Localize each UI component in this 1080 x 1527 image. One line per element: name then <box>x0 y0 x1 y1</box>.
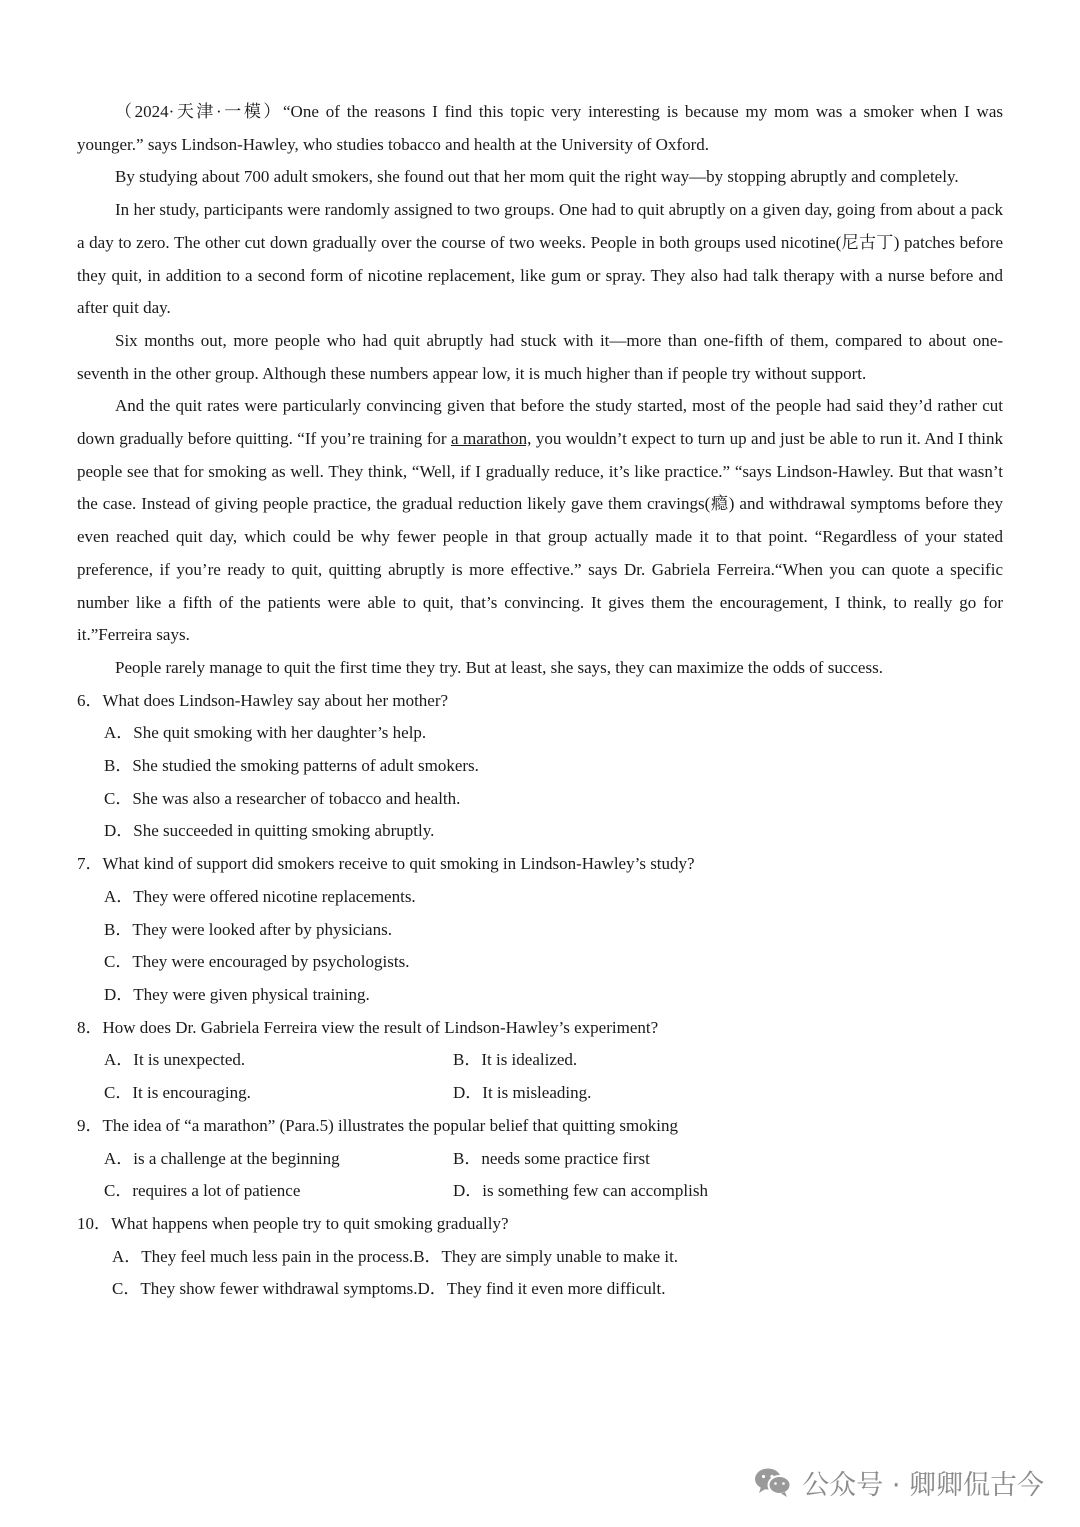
option-b: B．needs some practice first <box>453 1148 650 1168</box>
option-a: A．They were offered nicotine replacements. <box>104 886 416 906</box>
option-a: A．It is unexpected. <box>104 1050 246 1070</box>
question-10 <box>77 1208 1003 1306</box>
question-stem: 6．What does Lindson-Hawley say about her mother? <box>77 690 449 710</box>
option-c: C．It is encouraging. <box>104 1083 251 1103</box>
option-row <box>77 1241 1003 1274</box>
option-b: B．They are simply unable to make it. <box>413 1246 679 1266</box>
option-d: D．They were given physical training. <box>104 984 370 1004</box>
option-c: C．requires a lot of patience <box>104 1181 301 1201</box>
option-a: A．She quit smoking with her daughter’s help. <box>104 723 427 743</box>
option-row <box>77 1175 1003 1208</box>
option-b: B．They were looked after by physicians. <box>104 919 392 939</box>
option-b: B．It is idealized. <box>453 1050 578 1070</box>
option-c: C．They were encouraged by psychologists. <box>104 952 410 972</box>
option-d: D．It is misleading. <box>453 1083 592 1103</box>
option-row <box>77 1077 1003 1110</box>
passage-paragraph-2: By studying about 700 adult smokers, she found out that her mom quit the right way—by stopping abruptly and completely. <box>115 167 959 187</box>
passage-paragraph-6: People rarely manage to quit the first time they try. But at least, she says, they can maximize the odds of success. <box>115 657 883 677</box>
option-d: D．They find it even more difficult. <box>417 1279 666 1299</box>
option-a: A．They feel much less pain in the process. <box>112 1246 414 1266</box>
question-9 <box>77 1110 1003 1208</box>
passage-paragraph-4: Six months out, more people who had quit abruptly had stuck with it—more than one-fifth of them, compared to about one-seventh in the other group. Although these numbers appear low, it is much higher than if people try without support. <box>77 330 1003 383</box>
question-stem: 10．What happens when people try to quit smoking gradually? <box>77 1213 509 1233</box>
option-c: C．She was also a researcher of tobacco and health. <box>104 788 461 808</box>
passage-paragraph-5: And the quit rates were particularly convincing given that before the study started, most of the people had said they’d rather cut down gradually before quitting. “If you’re training for a marathon, you wouldn’t expect to turn up and just be able to run it. And I think people see that for smoking as well. They think, “Well, if I gradually reduce, it’s like practice.” “says Lindson-Hawley. But that wasn’t the case. Instead of giving people practice, the gradual reduction likely gave them cravings(瘾) and withdrawal symptoms before they even reached quit day, which could be why fewer people in that group actually made it to that point. “Regardless of your stated preference, if you’re ready to quit, quitting abruptly is more effective.” says Dr. Gabriela Ferreira.“When you can quote a specific number like a fifth of the patients were able to quit, that’s convincing. It gives them the encouragement, I think, to really go for it.”Ferreira says. <box>77 396 1003 645</box>
option-row <box>77 1044 1003 1077</box>
option-d: D．She succeeded in quitting smoking abruptly. <box>104 821 435 841</box>
option-row <box>77 1143 1003 1176</box>
option-d: D．is something few can accomplish <box>453 1181 708 1201</box>
option-c: C．They show fewer withdrawal symptoms. <box>112 1279 418 1299</box>
question-7 <box>77 848 1003 1012</box>
question-stem: 8．How does Dr. Gabriela Ferreira view the result of Lindson-Hawley’s experiment? <box>77 1017 659 1037</box>
option-row <box>77 1273 1003 1306</box>
watermark <box>754 1462 1044 1502</box>
exam-page <box>77 96 1003 1306</box>
question-6 <box>77 685 1003 849</box>
reading-passage <box>77 96 1003 685</box>
question-stem: 7．What kind of support did smokers receive to quit smoking in Lindson-Hawley’s study? <box>77 854 695 874</box>
question-8 <box>77 1012 1003 1110</box>
option-b: B．She studied the smoking patterns of adult smokers. <box>104 756 479 776</box>
source-tag: （2024·天津·一模） <box>115 102 284 121</box>
option-a: A．is a challenge at the beginning <box>104 1148 340 1168</box>
wechat-logo-icon <box>754 1466 792 1498</box>
passage-paragraph-3: In her study, participants were randomly assigned to two groups. One had to quit abruptly on a given day, going from about a pack a day to zero. The other cut down gradually over the course of two weeks. People in both groups used nicotine(尼古丁) patches before they quit, in addition to a second form of nicotine replacement, like gum or spray. They also had talk therapy with a nurse before and after quit day. <box>77 200 1003 318</box>
passage-paragraph-1: （2024·天津·一模）“One of the reasons I find this topic very interesting is because my mom was a smoker when I was younger.” says Lindson-Hawley, who studies tobacco and health at the University of Oxford. <box>77 102 1003 154</box>
watermark-text: 公众号 · 卿卿侃古今 <box>802 1469 1044 1501</box>
question-stem: 9．The idea of “a marathon” (Para.5) illustrates the popular belief that quitting smoking <box>77 1115 678 1135</box>
underlined-phrase: a marathon, <box>450 429 532 449</box>
